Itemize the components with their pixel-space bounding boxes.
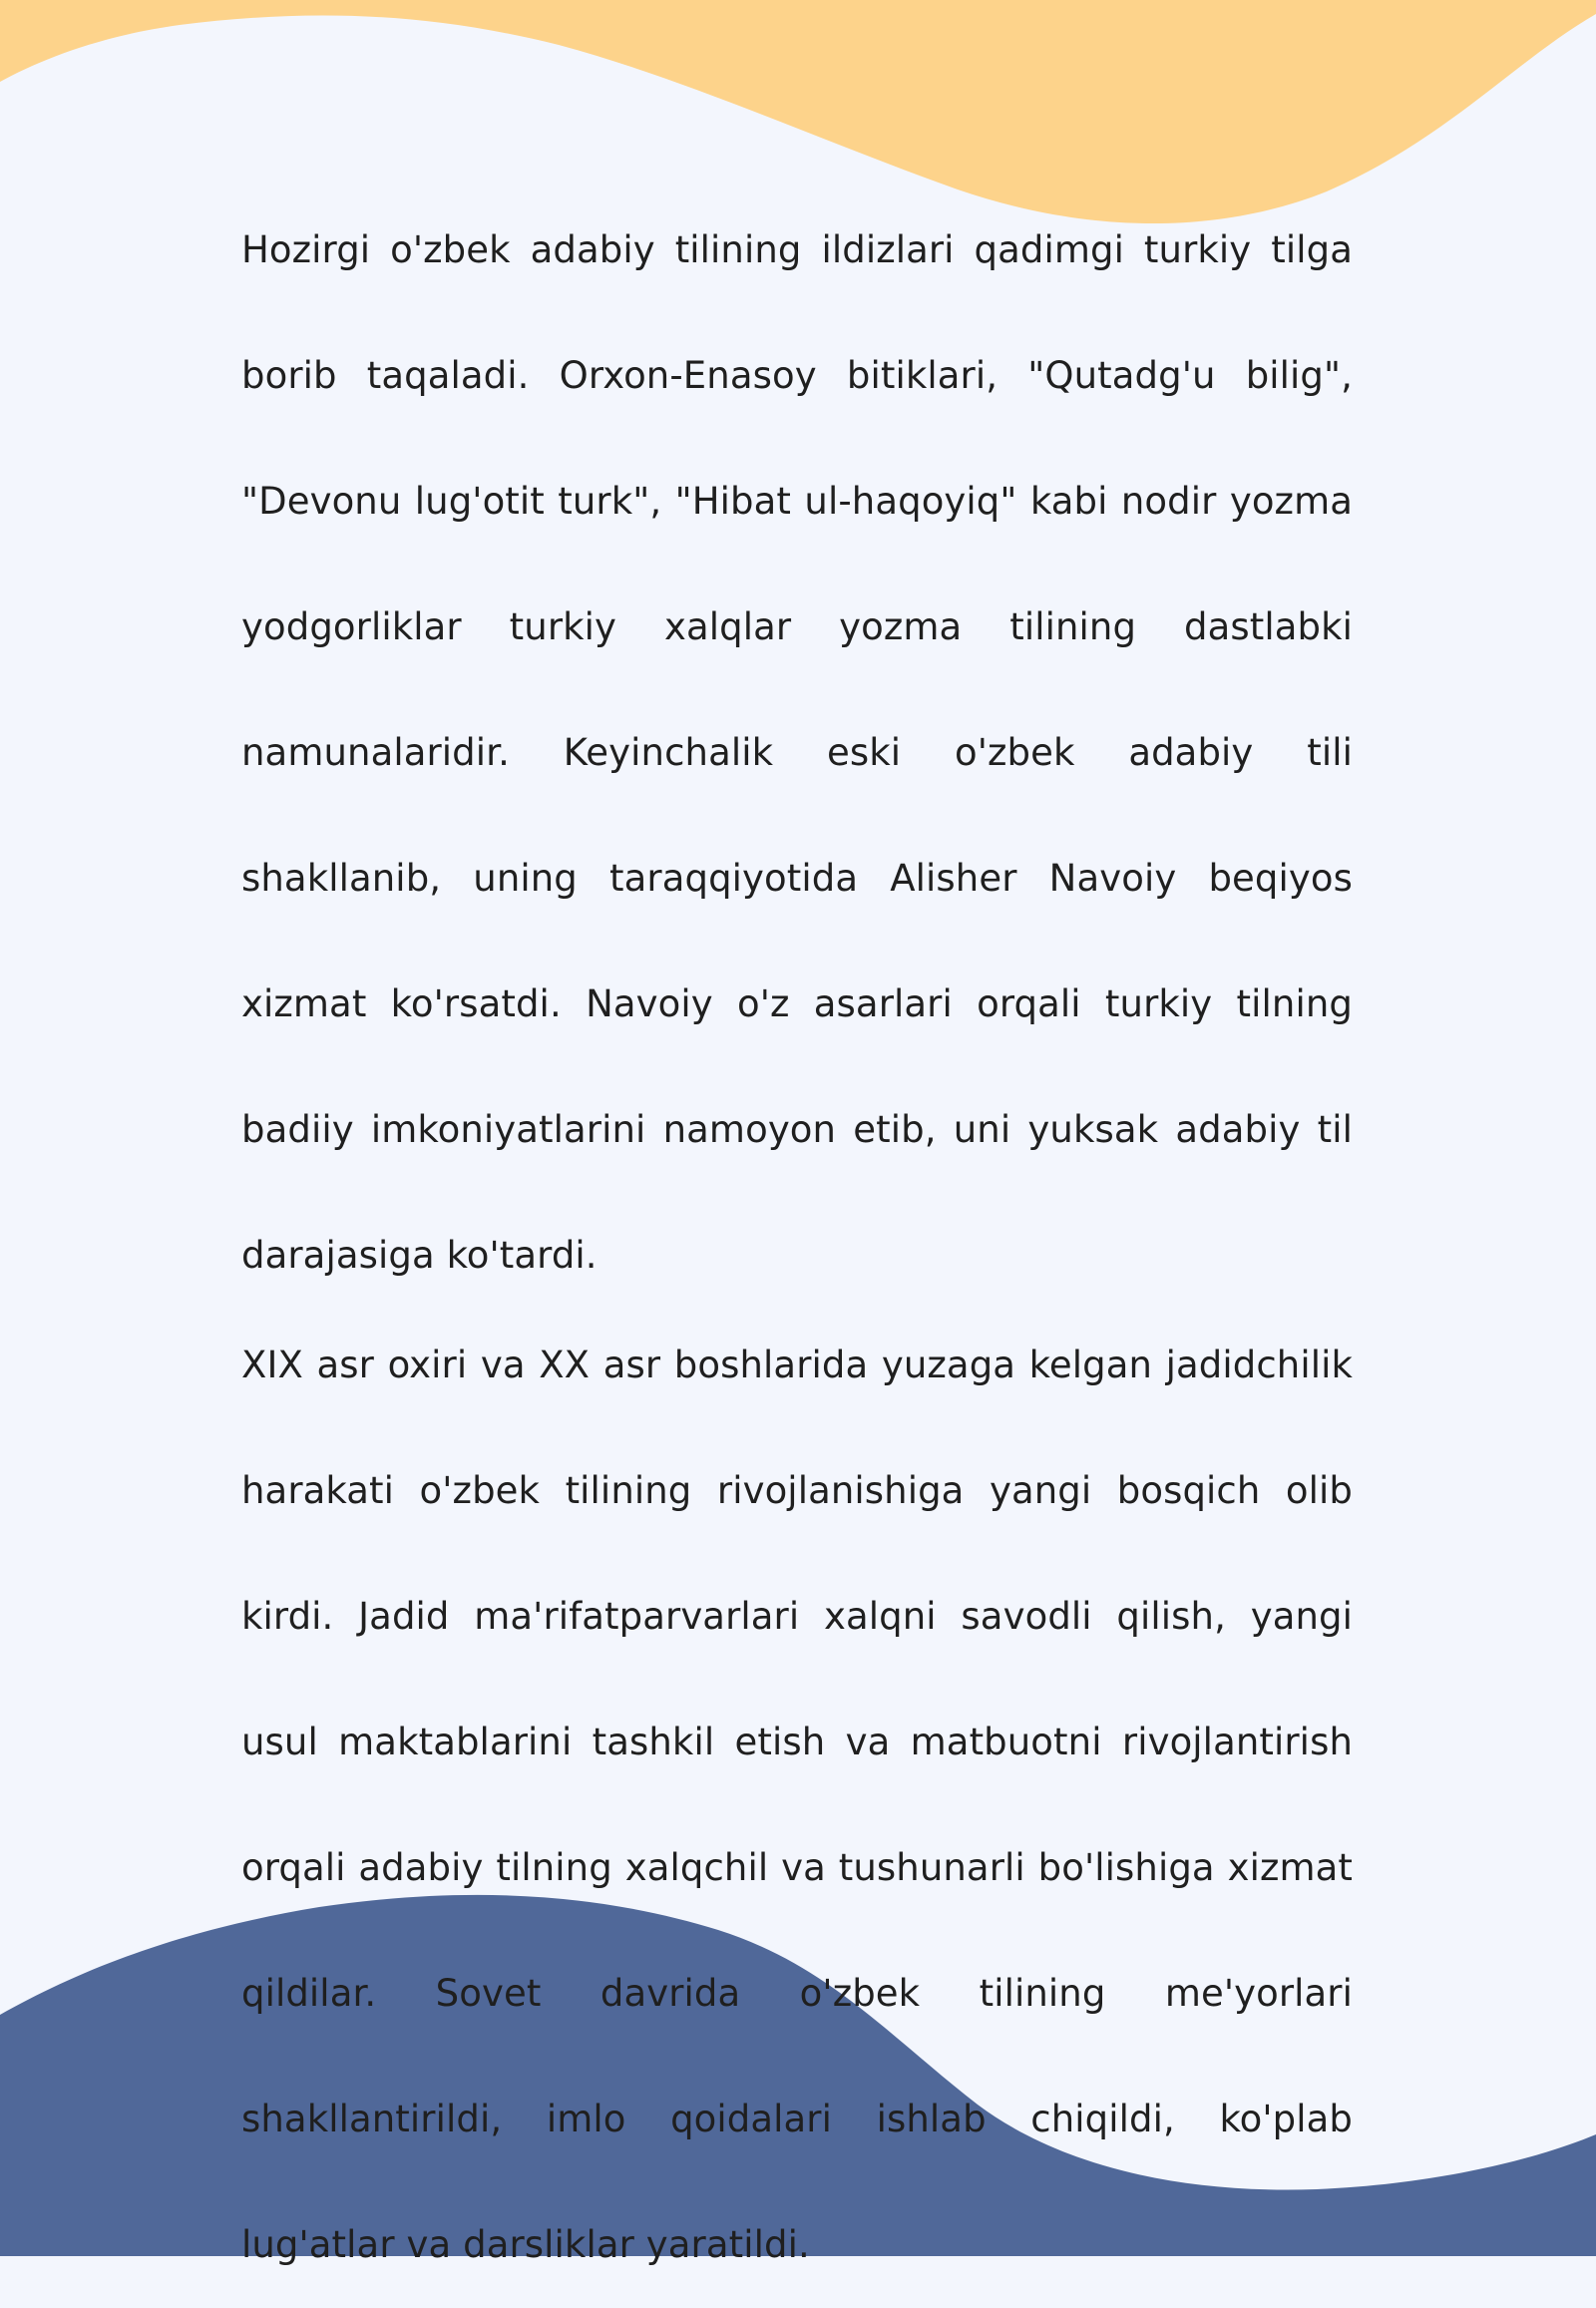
paragraph-2: XIX asr oxiri va XX asr boshlarida yuzaga kelgan jadidchilik harakati o'zbek tilining rivojlanishiga yangi bosqich olib kirdi. Jadid ma'rifatparvarlari xalqni savodli qilish, yangi usul maktablarini tashkil etish va matbuotni rivojlantirish orqali adabiy tilning xalqchil va tushunarli bo'lishiga xizmat qildilar. Sovet davrida o'zbek tilining me'yorlari shakllantirildi, imlo qoidalari ishlab chiqildi, ko'plab lug'atlar va darsliklar yaratildi. xyxy=(241,1344,1353,2266)
paragraph-1: Hozirgi o'zbek adabiy tilining ildizlari qadimgi turkiy tilga borib taqaladi. Orxon-Enasoy bitiklari, "Qutadg'u bilig", "Devonu lug'otit turk", "Hibat ul-haqoyiq" kabi nodir yozma yodgorliklar turkiy xalqlar yozma tilining dastlabki namunalaridir. Keyinchalik eski o'zbek adabiy tili shakllanib, uning taraqqiyotida Alisher Navoiy beqiyos xizmat ko'rsatdi. Navoiy o'z asarlari orqali turkiy tilning badiiy imkoniyatlarini namoyon etib, uni yuksak adabiy til darajasiga ko'tardi. xyxy=(241,228,1353,1277)
document-body xyxy=(241,188,1353,2308)
